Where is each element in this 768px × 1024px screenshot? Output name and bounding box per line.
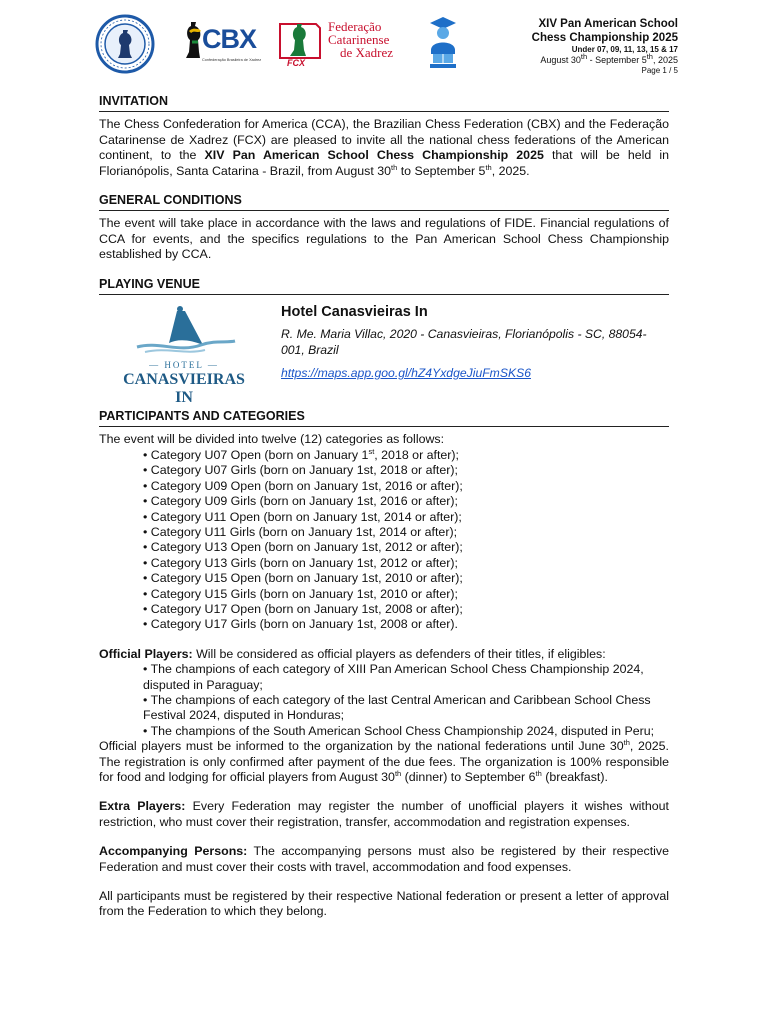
list-item: • The champions of each category of the last Central American and Caribbean School Chess Festival 2024, disputed in Honduras; (143, 693, 669, 724)
official-players-intro: Official Players: Will be considered as official players as defenders of their titles, if eligibles: (99, 646, 606, 661)
cbx-logo (182, 18, 262, 74)
fcx-logo-line2: Catarinense (328, 32, 390, 47)
cca-logo (88, 14, 162, 74)
venue-block (99, 301, 669, 407)
official-players-list (143, 662, 669, 739)
list-item: • Category U17 Open (born on January 1st, 2008 or after); (143, 602, 669, 617)
header-event-info (532, 18, 678, 76)
fcx-logo-line3: de Xadrez (340, 45, 394, 60)
list-item: • The champions of the South American School Chess Championship 2024, disputed in Peru; (143, 724, 669, 739)
list-item: • Category U13 Girls (born on January 1st, 2012 or after); (143, 556, 669, 571)
cbx-logo-text: CBX (202, 24, 257, 54)
sponsor-logos (88, 14, 488, 74)
list-item: • Category U07 Open (born on January 1st, 2018 or after); (143, 448, 669, 463)
list-item: • The champions of each category of XIII Pan American School Chess Championship 2024, disputed in Paraguay; (143, 662, 669, 693)
section-title-participants: PARTICIPANTS AND CATEGORIES (99, 409, 669, 427)
category-list (143, 448, 669, 633)
section-title-playing-venue: PLAYING VENUE (99, 277, 669, 295)
list-item: • Category U07 Girls (born on January 1st, 2018 or after); (143, 463, 669, 478)
list-item: • Category U09 Open (born on January 1st, 2016 or after); (143, 479, 669, 494)
list-item: • Category U15 Open (born on January 1st, 2010 or after); (143, 571, 669, 586)
venue-map-link[interactable]: https://maps.app.goo.gl/hZ4YxdgeJiuFmSKS6 (281, 366, 531, 381)
participants-intro: The event will be divided into twelve (12) categories as follows: (99, 432, 445, 447)
list-item: • Category U15 Girls (born on January 1st, 2010 or after); (143, 587, 669, 602)
venue-address: R. Me. Maria Villac, 2020 - Canasvieiras, Florianópolis - SC, 88054-001, Brazil (281, 327, 647, 357)
list-item: • Category U11 Girls (born on January 1st, 2014 or after); (143, 525, 669, 540)
document-body (99, 94, 669, 920)
event-dates: August 30th - September 5th, 2025 (540, 52, 678, 65)
event-title-line2: Chess Championship 2025 (531, 31, 678, 44)
cbx-logo-subtext: Confederação Brasileira de Xadrez (202, 58, 262, 62)
page-number: Page 1 / 5 (641, 66, 678, 75)
event-categories: Under 07, 09, 11, 13, 15 & 17 (571, 45, 678, 54)
student-chess-icon (426, 14, 460, 70)
venue-name: Hotel Canasvieiras In (281, 304, 428, 321)
hotel-logo (119, 305, 249, 407)
extra-players-text: Extra Players: Every Federation may register the number of unofficial players it wishes without restriction, who must cover their registration, transfer, accommodation and registration expenses. (99, 799, 669, 829)
closing-text: All participants must be registered by their respective National federation or present a letter of approval from the Federation to which they belong. (99, 889, 669, 919)
official-players-text: Official players must be informed to the organization by the national federations until June 30th, 2025. The registration is only confirmed after payment of the due fees. The organization is 100% responsible for food and lodging for official players from August 30th (dinner) to September 6th (breakfast). (99, 738, 669, 784)
hotel-logo-name: CANASVIEIRAS IN (123, 371, 245, 407)
page-header (0, 14, 768, 80)
list-item: • Category U09 Girls (born on January 1st, 2016 or after); (143, 494, 669, 509)
fcx-logo-line1: Federação (328, 19, 382, 34)
section-title-invitation: INVITATION (99, 94, 669, 112)
event-title-line1: XIV Pan American School (538, 18, 678, 30)
invitation-text: The Chess Confederation for America (CCA), the Brazilian Chess Federation (CBX) and the Federação Catarinense de Xadrez (FCX) are pleased to invite all the national chess federations of the American continent, to the XIV Pan American School Chess Championship 2025 that will be held in Florianópolis, Santa Catarina - Brazil, from August 30th to September 5th, 2025. (99, 117, 669, 178)
list-item: • Category U11 Open (born on January 1st, 2014 or after); (143, 510, 669, 525)
list-item: • Category U17 Girls (born on January 1st, 2008 or after). (143, 617, 669, 632)
venue-info (281, 303, 661, 381)
fcx-logo-tag: FCX (287, 58, 305, 68)
accompanying-persons-text: Accompanying Persons: The accompanying persons must also be registered by their respective Federation and must cover their costs with travel, accommodation and food expenses. (99, 844, 669, 874)
hotel-logo-top: — HOTEL — (149, 360, 219, 371)
general-conditions-text: The event will take place in accordance with the laws and regulations of FIDE. Financial regulations of CCA for events, and the specifics regulations to the Pan American School Chess Championship established by CCA. (99, 216, 669, 262)
fcx-logo (276, 18, 406, 74)
section-title-general-conditions: GENERAL CONDITIONS (99, 193, 669, 211)
list-item: • Category U13 Open (born on January 1st, 2012 or after); (143, 540, 669, 555)
